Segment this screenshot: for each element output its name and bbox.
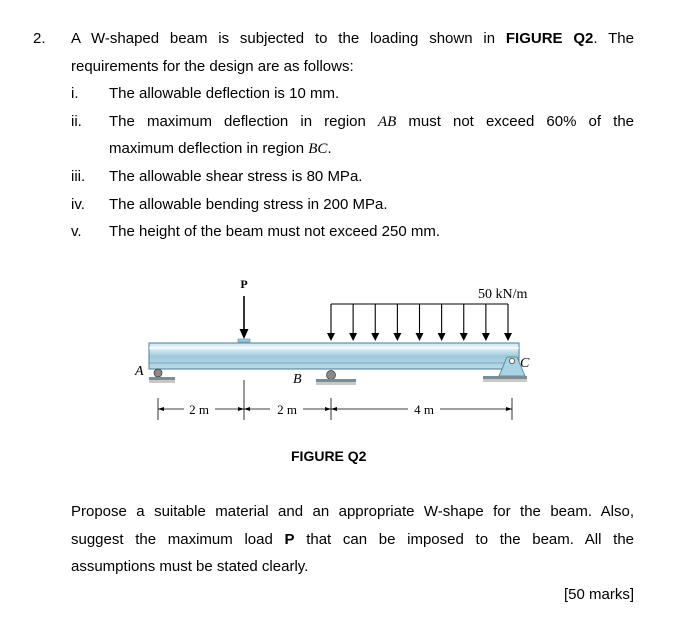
distributed-load-arrowhead — [460, 333, 468, 341]
dimension-label-2: 2 m — [277, 402, 297, 417]
dimension-label-1: 2 m — [189, 402, 209, 417]
distributed-load-arrowhead — [349, 333, 357, 341]
req-text-1: The allowable deflection is 10 mm. — [109, 85, 340, 102]
req-text-4: The allowable bending stress in 200 MPa. — [109, 196, 388, 213]
distributed-load-arrowhead — [416, 333, 424, 341]
closing-line3: assumptions must be stated clearly. — [71, 558, 309, 575]
closing-line2 — [71, 531, 634, 548]
req-marker-2: ii. — [71, 113, 82, 130]
distributed-load-arrowhead — [393, 333, 401, 341]
figure-reference: FIGURE Q2 — [505, 30, 594, 47]
roller-support-b — [316, 371, 356, 386]
distributed-load-arrowhead — [482, 333, 490, 341]
load-label-p: P — [240, 277, 248, 291]
req2-text-c: maximum deflection in region — [109, 140, 305, 157]
closing-bold-p: P — [284, 531, 295, 548]
intro-text-b: . The — [593, 30, 634, 47]
closing-text-b: that can be imposed to the beam. All the — [306, 531, 634, 548]
beam — [149, 343, 519, 369]
req-marker-5: v. — [71, 223, 82, 240]
intro-text-a: A W-shaped beam is subjected to the loading shown in — [71, 30, 496, 47]
dimension-lines — [158, 380, 512, 420]
req-text-5: The height of the beam must not exceed 250 mm. — [109, 223, 441, 240]
marks-label: [50 marks] — [563, 586, 634, 603]
req-marker-1: i. — [71, 85, 79, 102]
req2-text-a: The maximum deflection in region — [109, 113, 366, 130]
req2-period: . — [327, 140, 332, 157]
req-marker-4: iv. — [71, 196, 85, 213]
point-load-arrow — [238, 296, 250, 342]
dimension-label-3: 4 m — [414, 402, 434, 417]
closing-text-a: suggest the maximum load — [71, 531, 273, 548]
req-marker-3: iii. — [71, 168, 86, 185]
distributed-load-arrowhead — [327, 333, 335, 341]
distributed-load-arrowhead — [438, 333, 446, 341]
req-text-3: The allowable shear stress is 80 MPa. — [109, 168, 363, 185]
region-ab: AB — [377, 114, 397, 130]
point-c-label: C — [520, 356, 530, 371]
figure-caption: FIGURE Q2 — [291, 448, 367, 464]
point-b-label: B — [293, 372, 302, 387]
distributed-load-arrowhead — [371, 333, 379, 341]
question-number: 2. — [33, 30, 46, 47]
question-intro-line2: requirements for the design are as follows: — [71, 58, 354, 75]
distributed-load-arrowhead — [504, 333, 512, 341]
distributed-load-label: 50 kN/m — [478, 287, 528, 302]
req2-text-b: must not exceed 60% of the — [408, 113, 635, 130]
region-bc: BC — [308, 141, 328, 157]
point-a-label: A — [135, 364, 144, 379]
closing-line1: Propose a suitable material and an appropriate W-shape for the beam. Also, — [71, 503, 634, 520]
distributed-load — [327, 304, 512, 341]
roller-support-a — [149, 369, 175, 383]
